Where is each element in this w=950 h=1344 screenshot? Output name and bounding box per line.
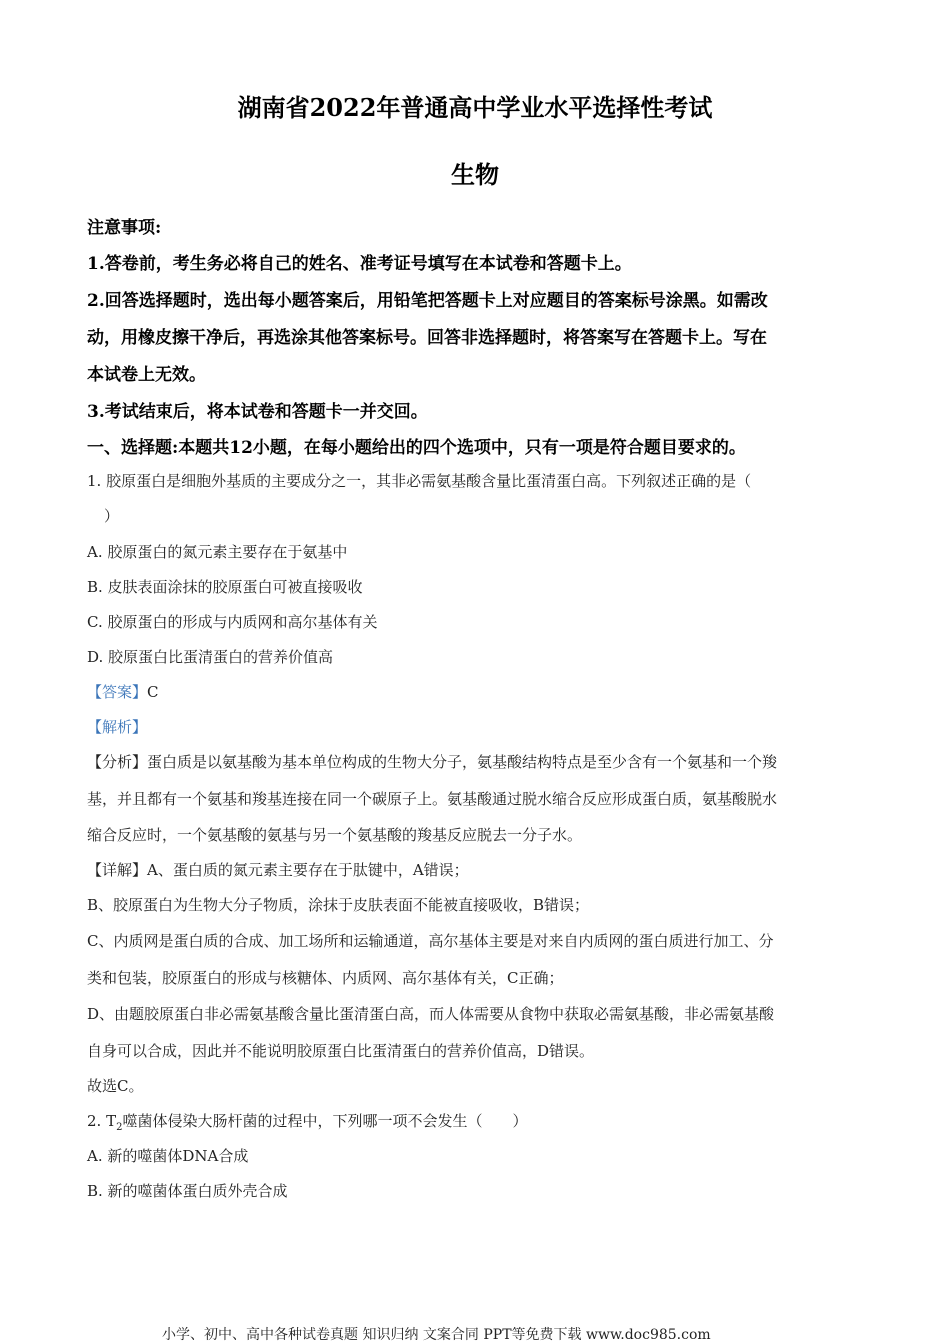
fenxi-line-1	[87, 751, 777, 772]
section-heading: 一、选择题:本题共12小题，在每小题给出的四个选项中，只有一项是符合题目要求的。	[87, 438, 746, 458]
footer-text: 小学、初中、高中各种试卷真题 知识归纳 文案合同 PPT等免费下载 www.doc985.com	[162, 1327, 711, 1343]
notice-item-1: 1.答卷前，考生务必将自己的姓名、准考证号填写在本试卷和答题卡上。	[87, 254, 632, 274]
xiangjie-c-line-2: 类和包装，胶原蛋白的形成与核糖体、内质网、高尔基体有关，C正确；	[87, 969, 564, 987]
q2-stem-post: 噬菌体侵染大肠杆菌的过程中，下列哪一项不会发生（ ）	[122, 1112, 528, 1130]
q1-option-c: C. 胶原蛋白的形成与内质网和高尔基体有关	[87, 613, 378, 631]
xiangjie-b: B、胶原蛋白为生物大分子物质，涂抹于皮肤表面不能被直接吸收，B错误；	[87, 896, 590, 914]
xiangjie-d-line-2: 自身可以合成，因此并不能说明胶原蛋白比蛋清蛋白的营养价值高，D错误。	[87, 1042, 595, 1060]
xiangjie-label: 【详解】	[87, 861, 148, 879]
q1-option-b: B. 皮肤表面涂抹的胶原蛋白可被直接吸收	[87, 578, 363, 596]
q2-stem	[87, 1110, 527, 1133]
answer-label: 【答案】	[87, 683, 148, 701]
q2-option-b: B. 新的噬菌体蛋白质外壳合成	[87, 1182, 288, 1200]
xiangjie-c-line-1: C、内质网是蛋白质的合成、加工场所和运输通道，高尔基体主要是对来自内质网的蛋白质进行加工、分	[87, 932, 774, 950]
notice-item-2-line-3: 本试卷上无效。	[87, 365, 206, 385]
q2-stem-sub: 2	[116, 1122, 123, 1133]
exam-title: 湖南省2022年普通高中学业水平选择性考试	[237, 93, 713, 122]
xiangjie-a	[87, 859, 469, 880]
notice-item-3: 3.考试结束后，将本试卷和答题卡一并交回。	[87, 402, 428, 422]
notice-item-2-line-2: 动，用橡皮擦干净后，再选涂其他答案标号。回答非选择题时，将答案写在答题卡上。写在	[87, 328, 767, 348]
xiangjie-d-line-1: D、由题胶原蛋白非必需氨基酸含量比蛋清蛋白高，而人体需要从食物中获取必需氨基酸，非必需氨基酸	[87, 1005, 775, 1023]
xiangjie-a-text: A、蛋白质的氮元素主要存在于肽键中，A错误；	[147, 861, 469, 879]
q1-conclusion: 故选C。	[87, 1077, 144, 1095]
subject-title: 生物	[451, 160, 499, 189]
notice-heading: 注意事项:	[87, 218, 162, 238]
notice-item-2-line-1: 2.回答选择题时，选出每小题答案后，用铅笔把答题卡上对应题目的答案标号涂黑。如需改	[87, 291, 768, 311]
fenxi-line-3: 缩合反应时，一个氨基酸的氨基与另一个氨基酸的羧基反应脱去一分子水。	[87, 826, 583, 844]
q2-stem-pre: 2. T	[87, 1112, 117, 1130]
q1-option-a: A. 胶原蛋白的氮元素主要存在于氨基中	[87, 543, 348, 561]
q1-stem-line-1: 1. 胶原蛋白是细胞外基质的主要成分之一，其非必需氨基酸含量比蛋清蛋白高。下列叙述正确的是（	[87, 472, 752, 490]
q1-stem-line-2: ）	[104, 507, 120, 525]
fenxi-label: 【分析】	[87, 753, 148, 771]
fenxi-text-1: 蛋白质是以氨基酸为基本单位构成的生物大分子，氨基酸结构特点是至少含有一个氨基和一个羧	[147, 753, 778, 771]
q2-option-a: A. 新的噬菌体DNA合成	[87, 1147, 249, 1165]
answer-value: C	[147, 683, 159, 701]
q1-answer	[87, 681, 159, 702]
analysis-label: 【解析】	[87, 718, 148, 736]
fenxi-line-2: 基，并且都有一个氨基和羧基连接在同一个碳原子上。氨基酸通过脱水缩合反应形成蛋白质，氨基酸脱水	[87, 790, 778, 808]
q1-option-d: D. 胶原蛋白比蛋清蛋白的营养价值高	[87, 648, 334, 666]
